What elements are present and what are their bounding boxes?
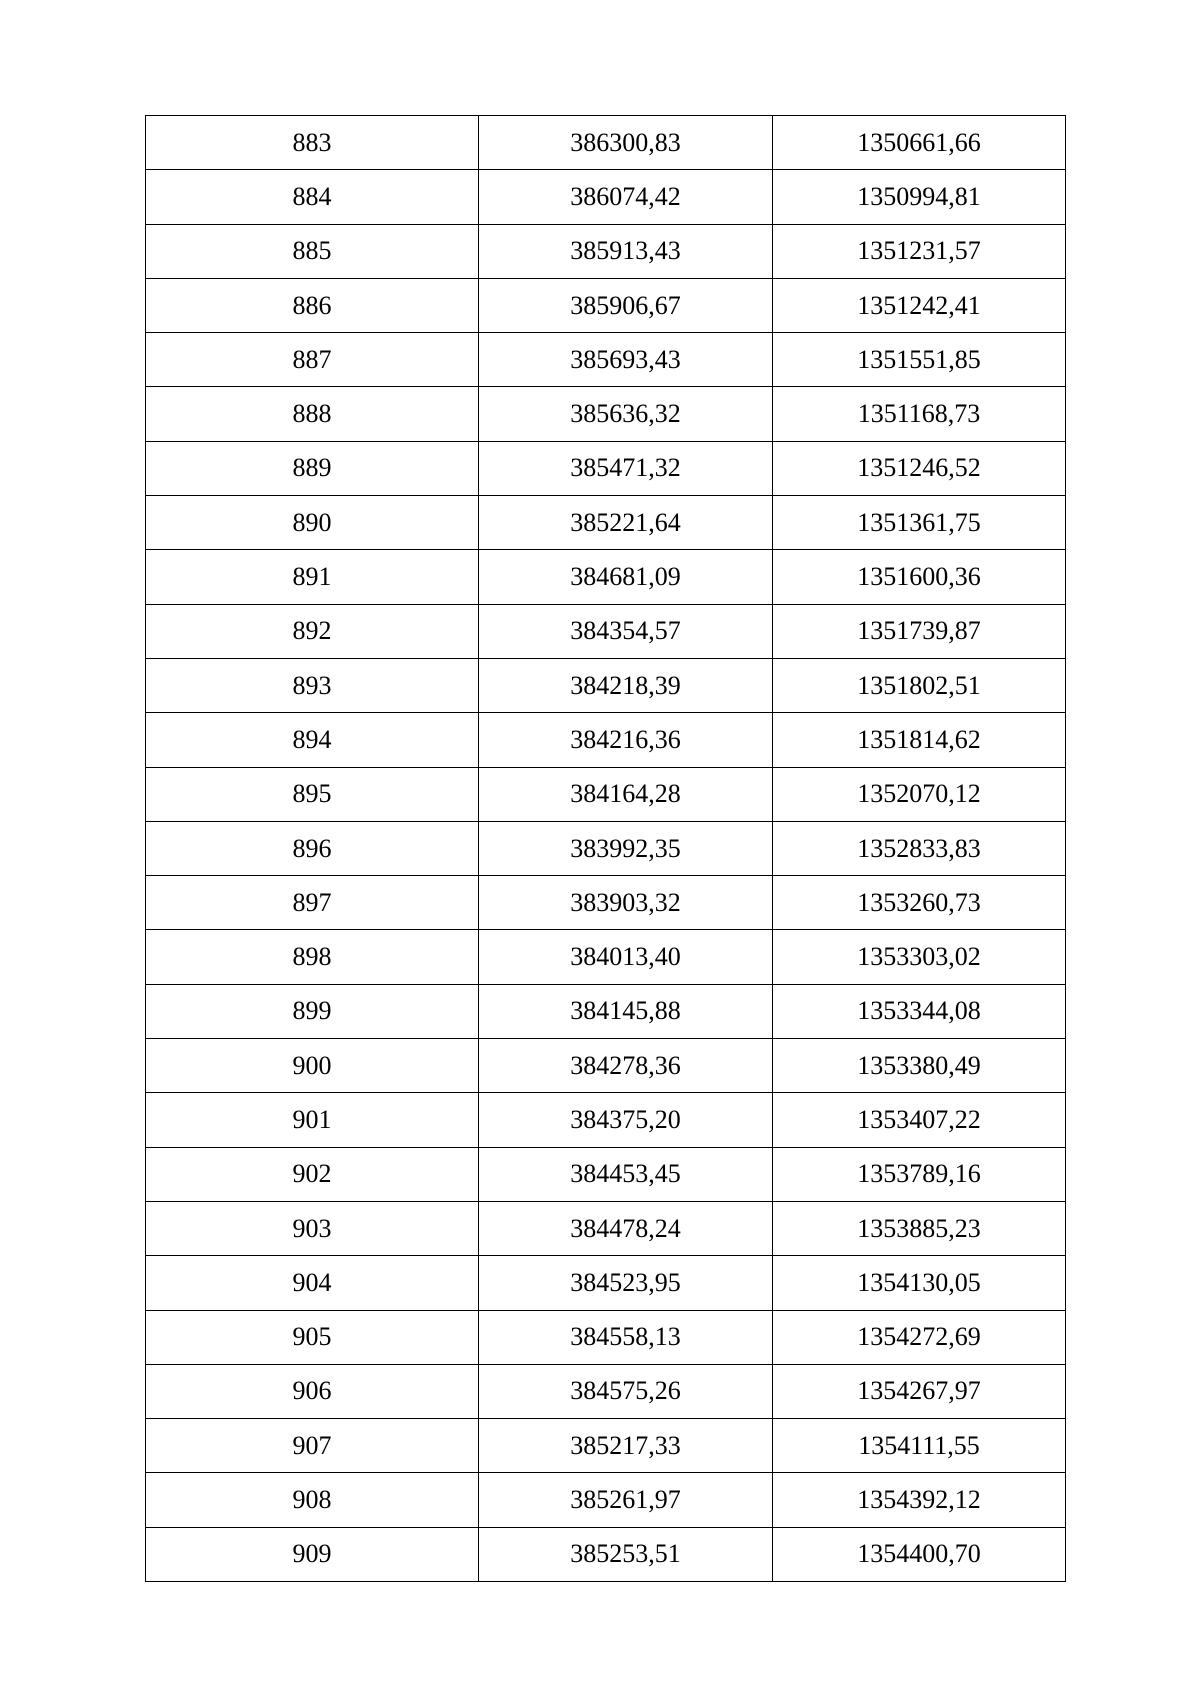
point-number-cell: 901 [146,1093,479,1147]
x-coordinate-cell: 385636,32 [479,387,773,441]
coordinates-table [145,115,1066,1582]
y-coordinate-cell: 1353303,02 [773,930,1066,984]
x-coordinate-cell: 385221,64 [479,496,773,550]
table-row [146,604,1066,658]
x-coordinate-cell: 385906,67 [479,278,773,332]
x-coordinate-cell: 384354,57 [479,604,773,658]
x-coordinate-cell: 385913,43 [479,224,773,278]
point-number-cell: 903 [146,1201,479,1255]
x-coordinate-cell: 386074,42 [479,170,773,224]
x-coordinate-cell: 384216,36 [479,713,773,767]
point-number-cell: 904 [146,1256,479,1310]
table-row [146,930,1066,984]
point-number-cell: 905 [146,1310,479,1364]
table-row [146,1201,1066,1255]
point-number-cell: 908 [146,1473,479,1527]
x-coordinate-cell: 384681,09 [479,550,773,604]
y-coordinate-cell: 1353789,16 [773,1147,1066,1201]
point-number-cell: 883 [146,116,479,170]
point-number-cell: 888 [146,387,479,441]
point-number-cell: 906 [146,1364,479,1418]
table-row [146,1093,1066,1147]
y-coordinate-cell: 1351242,41 [773,278,1066,332]
point-number-cell: 902 [146,1147,479,1201]
x-coordinate-cell: 384164,28 [479,767,773,821]
table-row [146,496,1066,550]
x-coordinate-cell: 384453,45 [479,1147,773,1201]
point-number-cell: 886 [146,278,479,332]
table-row [146,1527,1066,1581]
x-coordinate-cell: 383903,32 [479,876,773,930]
x-coordinate-cell: 384278,36 [479,1039,773,1093]
y-coordinate-cell: 1354272,69 [773,1310,1066,1364]
table-row [146,1256,1066,1310]
table-row [146,984,1066,1038]
table-row [146,170,1066,224]
x-coordinate-cell: 385217,33 [479,1419,773,1473]
point-number-cell: 893 [146,658,479,712]
table-row [146,1364,1066,1418]
table-row [146,1310,1066,1364]
x-coordinate-cell: 384218,39 [479,658,773,712]
y-coordinate-cell: 1351361,75 [773,496,1066,550]
point-number-cell: 896 [146,821,479,875]
y-coordinate-cell: 1354392,12 [773,1473,1066,1527]
point-number-cell: 889 [146,441,479,495]
y-coordinate-cell: 1351231,57 [773,224,1066,278]
y-coordinate-cell: 1352070,12 [773,767,1066,821]
point-number-cell: 890 [146,496,479,550]
x-coordinate-cell: 384478,24 [479,1201,773,1255]
table-row [146,224,1066,278]
point-number-cell: 907 [146,1419,479,1473]
x-coordinate-cell: 384575,26 [479,1364,773,1418]
y-coordinate-cell: 1350994,81 [773,170,1066,224]
y-coordinate-cell: 1352833,83 [773,821,1066,875]
table-row [146,116,1066,170]
table-row [146,1419,1066,1473]
y-coordinate-cell: 1351246,52 [773,441,1066,495]
point-number-cell: 887 [146,333,479,387]
x-coordinate-cell: 385471,32 [479,441,773,495]
x-coordinate-cell: 386300,83 [479,116,773,170]
point-number-cell: 892 [146,604,479,658]
y-coordinate-cell: 1353344,08 [773,984,1066,1038]
x-coordinate-cell: 384375,20 [479,1093,773,1147]
y-coordinate-cell: 1354400,70 [773,1527,1066,1581]
y-coordinate-cell: 1351168,73 [773,387,1066,441]
y-coordinate-cell: 1353407,22 [773,1093,1066,1147]
coordinates-table-body [146,116,1066,1582]
y-coordinate-cell: 1354111,55 [773,1419,1066,1473]
x-coordinate-cell: 384558,13 [479,1310,773,1364]
table-row [146,1147,1066,1201]
table-row [146,441,1066,495]
x-coordinate-cell: 384145,88 [479,984,773,1038]
table-row [146,821,1066,875]
y-coordinate-cell: 1350661,66 [773,116,1066,170]
y-coordinate-cell: 1351802,51 [773,658,1066,712]
y-coordinate-cell: 1354267,97 [773,1364,1066,1418]
x-coordinate-cell: 385261,97 [479,1473,773,1527]
x-coordinate-cell: 384013,40 [479,930,773,984]
point-number-cell: 884 [146,170,479,224]
x-coordinate-cell: 385693,43 [479,333,773,387]
y-coordinate-cell: 1351551,85 [773,333,1066,387]
table-row [146,876,1066,930]
x-coordinate-cell: 384523,95 [479,1256,773,1310]
x-coordinate-cell: 385253,51 [479,1527,773,1581]
point-number-cell: 900 [146,1039,479,1093]
table-row [146,550,1066,604]
y-coordinate-cell: 1354130,05 [773,1256,1066,1310]
y-coordinate-cell: 1353260,73 [773,876,1066,930]
point-number-cell: 895 [146,767,479,821]
table-row [146,1473,1066,1527]
table-row [146,387,1066,441]
table-row [146,1039,1066,1093]
y-coordinate-cell: 1353885,23 [773,1201,1066,1255]
point-number-cell: 894 [146,713,479,767]
table-row [146,713,1066,767]
y-coordinate-cell: 1351600,36 [773,550,1066,604]
y-coordinate-cell: 1351739,87 [773,604,1066,658]
point-number-cell: 891 [146,550,479,604]
y-coordinate-cell: 1353380,49 [773,1039,1066,1093]
point-number-cell: 897 [146,876,479,930]
y-coordinate-cell: 1351814,62 [773,713,1066,767]
table-row [146,278,1066,332]
point-number-cell: 899 [146,984,479,1038]
point-number-cell: 885 [146,224,479,278]
table-row [146,658,1066,712]
point-number-cell: 909 [146,1527,479,1581]
x-coordinate-cell: 383992,35 [479,821,773,875]
table-row [146,767,1066,821]
point-number-cell: 898 [146,930,479,984]
table-row [146,333,1066,387]
